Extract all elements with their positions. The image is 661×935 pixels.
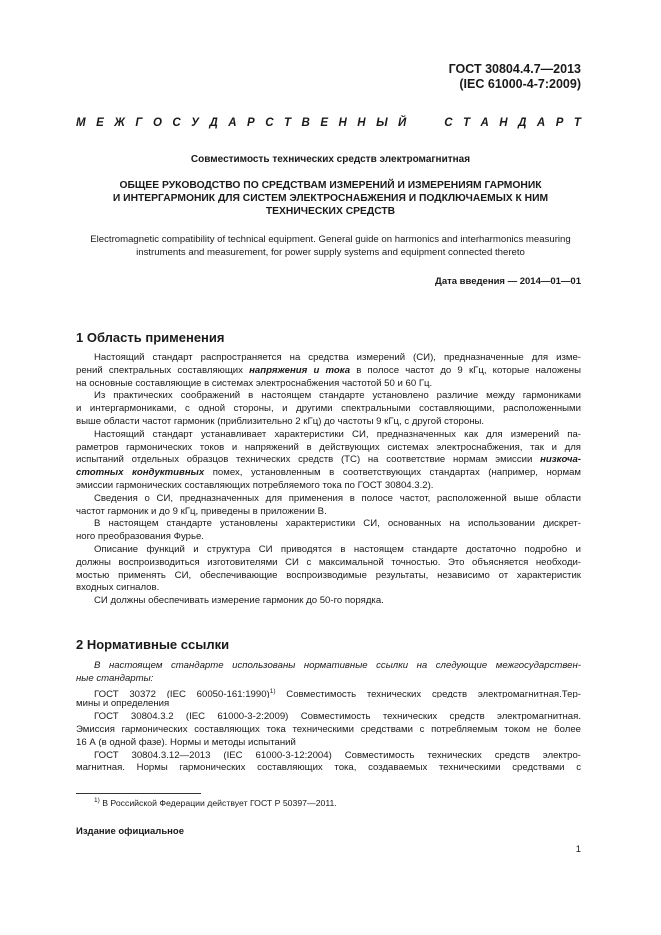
section-1-body [76,352,581,608]
letter: Й [398,117,407,129]
text-line: Описание функций и структура СИ приводятся в настоящем стандарте достаточно подробно и [94,543,581,555]
official-edition-label: Издание официальное [76,826,184,837]
letter: Т [284,117,292,129]
reference-line: магнитная. Нормы гармонических составляющих тока, создаваемых техническими средствами с [76,762,581,774]
text-line [76,454,581,467]
letter: Г [135,117,143,129]
text-run: ГОСТ 30372 (IEC 60050-161:1990) [94,688,270,699]
letter: Р [555,117,564,129]
letter: Р [247,117,255,129]
letter: Е [320,117,328,129]
emphasis-text: напряжения и тока [249,364,351,376]
text-line: частот гармоник и до 9 кГц, приведены в приложении В. [76,505,327,517]
iec-number: (IEC 61000-4-7:2009) [459,77,581,91]
text-line: Настоящий стандарт устанавливает характеристики СИ, предназначенных как для измерений па- [94,428,581,440]
text-run: рений спектральных составляющих [76,364,250,376]
text-line [76,467,581,480]
english-title [76,233,585,259]
letter: Н [499,117,508,129]
section-2-body [76,660,581,775]
text-run: испытаний отдельных образцов технических средств (ТС) на соответствие нормам эмиссии [76,454,541,466]
letter: О [152,117,162,129]
letter: А [480,117,489,129]
letter: С [444,117,453,129]
document-title [60,179,601,219]
section-1-heading: 1 Область применения [76,330,225,345]
reference-line: Эмиссия гармонических составляющих тока техническими средствами с потребляемым током не более [76,723,581,735]
text-line: эмиссии гармонических составляющих потребляемого тока по ГОСТ 30804.3.2). [76,479,434,491]
emphasis-text: стотных кондуктивных [76,467,205,479]
document-number-block [449,62,581,92]
letter: В [301,117,310,129]
standard-type-banner [76,117,581,129]
text-line: раметров гармонических токов и напряжений в действующих системах электроснабжения, так и для [76,441,581,453]
letter: Ж [114,117,125,129]
letter: Т [462,117,471,129]
reference-line: мины и определения [76,698,170,710]
introduction-date: Дата введения — 2014—01—01 [435,276,581,287]
reference-line: ГОСТ 30804.3.2 (IEC 61000-3-2:2009) Совместимость технических средств электромагнитная. [94,711,581,723]
english-title-line: Electromagnetic compatibility of technical equipment. General guide on harmonics and interharmonics measuring [90,234,571,245]
footnote-divider [76,793,201,794]
text-line: должны воспроизводиться изготовителями СИ с максимальной точностью. Это объясняется необходи- [76,556,581,568]
letter: Ы [376,117,388,129]
word-gap [417,117,420,129]
text-line: мостью применять СИ, обеспечивающие воспроизводимые результаты, независимо от характеристик [76,569,581,581]
text-line: на основные составляющие в системах электроснабжения частотой 50 и 60 Гц. [76,377,433,389]
letter: Д [518,117,527,129]
letter: С [265,117,274,129]
text-line: Сведения о СИ, предназначенных для применения в полосе частот, расположенной выше области [94,492,581,504]
letter: С [172,117,181,129]
letter: М [76,117,86,129]
text-line: и интергармониками, с одной стороны, и другими спектральными составляющими, расположенными [76,403,581,415]
title-line: ОБЩЕЕ РУКОВОДСТВО ПО СРЕДСТВАМ ИЗМЕРЕНИЙ И ИЗМЕРЕНИЯМ ГАРМОНИК [119,180,542,191]
text-line: СИ должны обеспечивать измерение гармоник до 50-го порядка. [94,595,384,607]
text-line: ного преобразования Фурье. [76,531,204,543]
letter: А [536,117,546,129]
text-run: помех, установленным в соответствующих стандартах (например, нормам [204,467,581,479]
word-gap [431,117,434,129]
footnote [76,797,337,808]
letter: Д [209,117,218,129]
subject-line: Совместимость технических средств электромагнитная [190,154,471,165]
footnote-text: В Российской Федерации действует ГОСТ Р 50397—2011. [99,798,337,808]
english-title-line: instruments and measurement, for power supply systems and equipment connected thereto [136,247,525,258]
letter: Н [357,117,366,129]
section-2-heading: 2 Нормативные ссылки [76,637,230,652]
reference-line: 16 А (в одной фазе). Нормы и методы испытаний [76,736,296,748]
text-line: ные стандарты: [76,672,154,684]
text-line [76,365,581,378]
footnote-marker: 1) [94,797,100,804]
page-number: 1 [575,844,581,855]
text-run: в полосе частот до 9 кГц, которые наложены [350,364,581,376]
emphasis-text: низкоча- [540,454,581,466]
title-line: И ИНТЕРГАРМОНИК ДЛЯ СИСТЕМ ЭЛЕКТРОСНАБЖЕНИЯ И ПОДКЛЮЧАЕМЫХ К НИМ [112,193,549,205]
text-line: В настоящем стандарте использованы нормативные ссылки на следующие межгосударствен- [94,660,581,671]
text-line: В настоящем стандарте установлены характеристики СИ, основанных на использовании дискрет- [94,518,581,530]
text-run: Совместимость технических средств электромагнитная.Тер- [275,688,581,699]
letter: У [191,117,199,129]
letter: А [228,117,237,129]
title-line: ТЕХНИЧЕСКИХ СРЕДСТВ [265,206,396,218]
gost-number: ГОСТ 30804.4.7—2013 [448,62,581,76]
letter: Е [96,117,104,129]
text-line: Настоящий стандарт распространяется на средства измерений (СИ), предназначенные для изме- [94,352,581,363]
text-line: выше области частот гармоник (приблизительно 2 кГц) до частоты 9 кГц, с другой стороны. [76,415,485,427]
letter: Т [573,117,581,129]
reference-line [76,686,581,699]
footnote-marker: 1) [269,687,276,695]
reference-line: ГОСТ 30804.3.12—2013 (IEC 61000-3-12:2004) Совместимость технических средств электро- [94,749,581,761]
text-line: входных сигналов. [76,582,160,594]
letter: Н [338,117,347,129]
text-line: Из практических соображений в настоящем стандарте установлено различие между гармониками [94,390,581,402]
